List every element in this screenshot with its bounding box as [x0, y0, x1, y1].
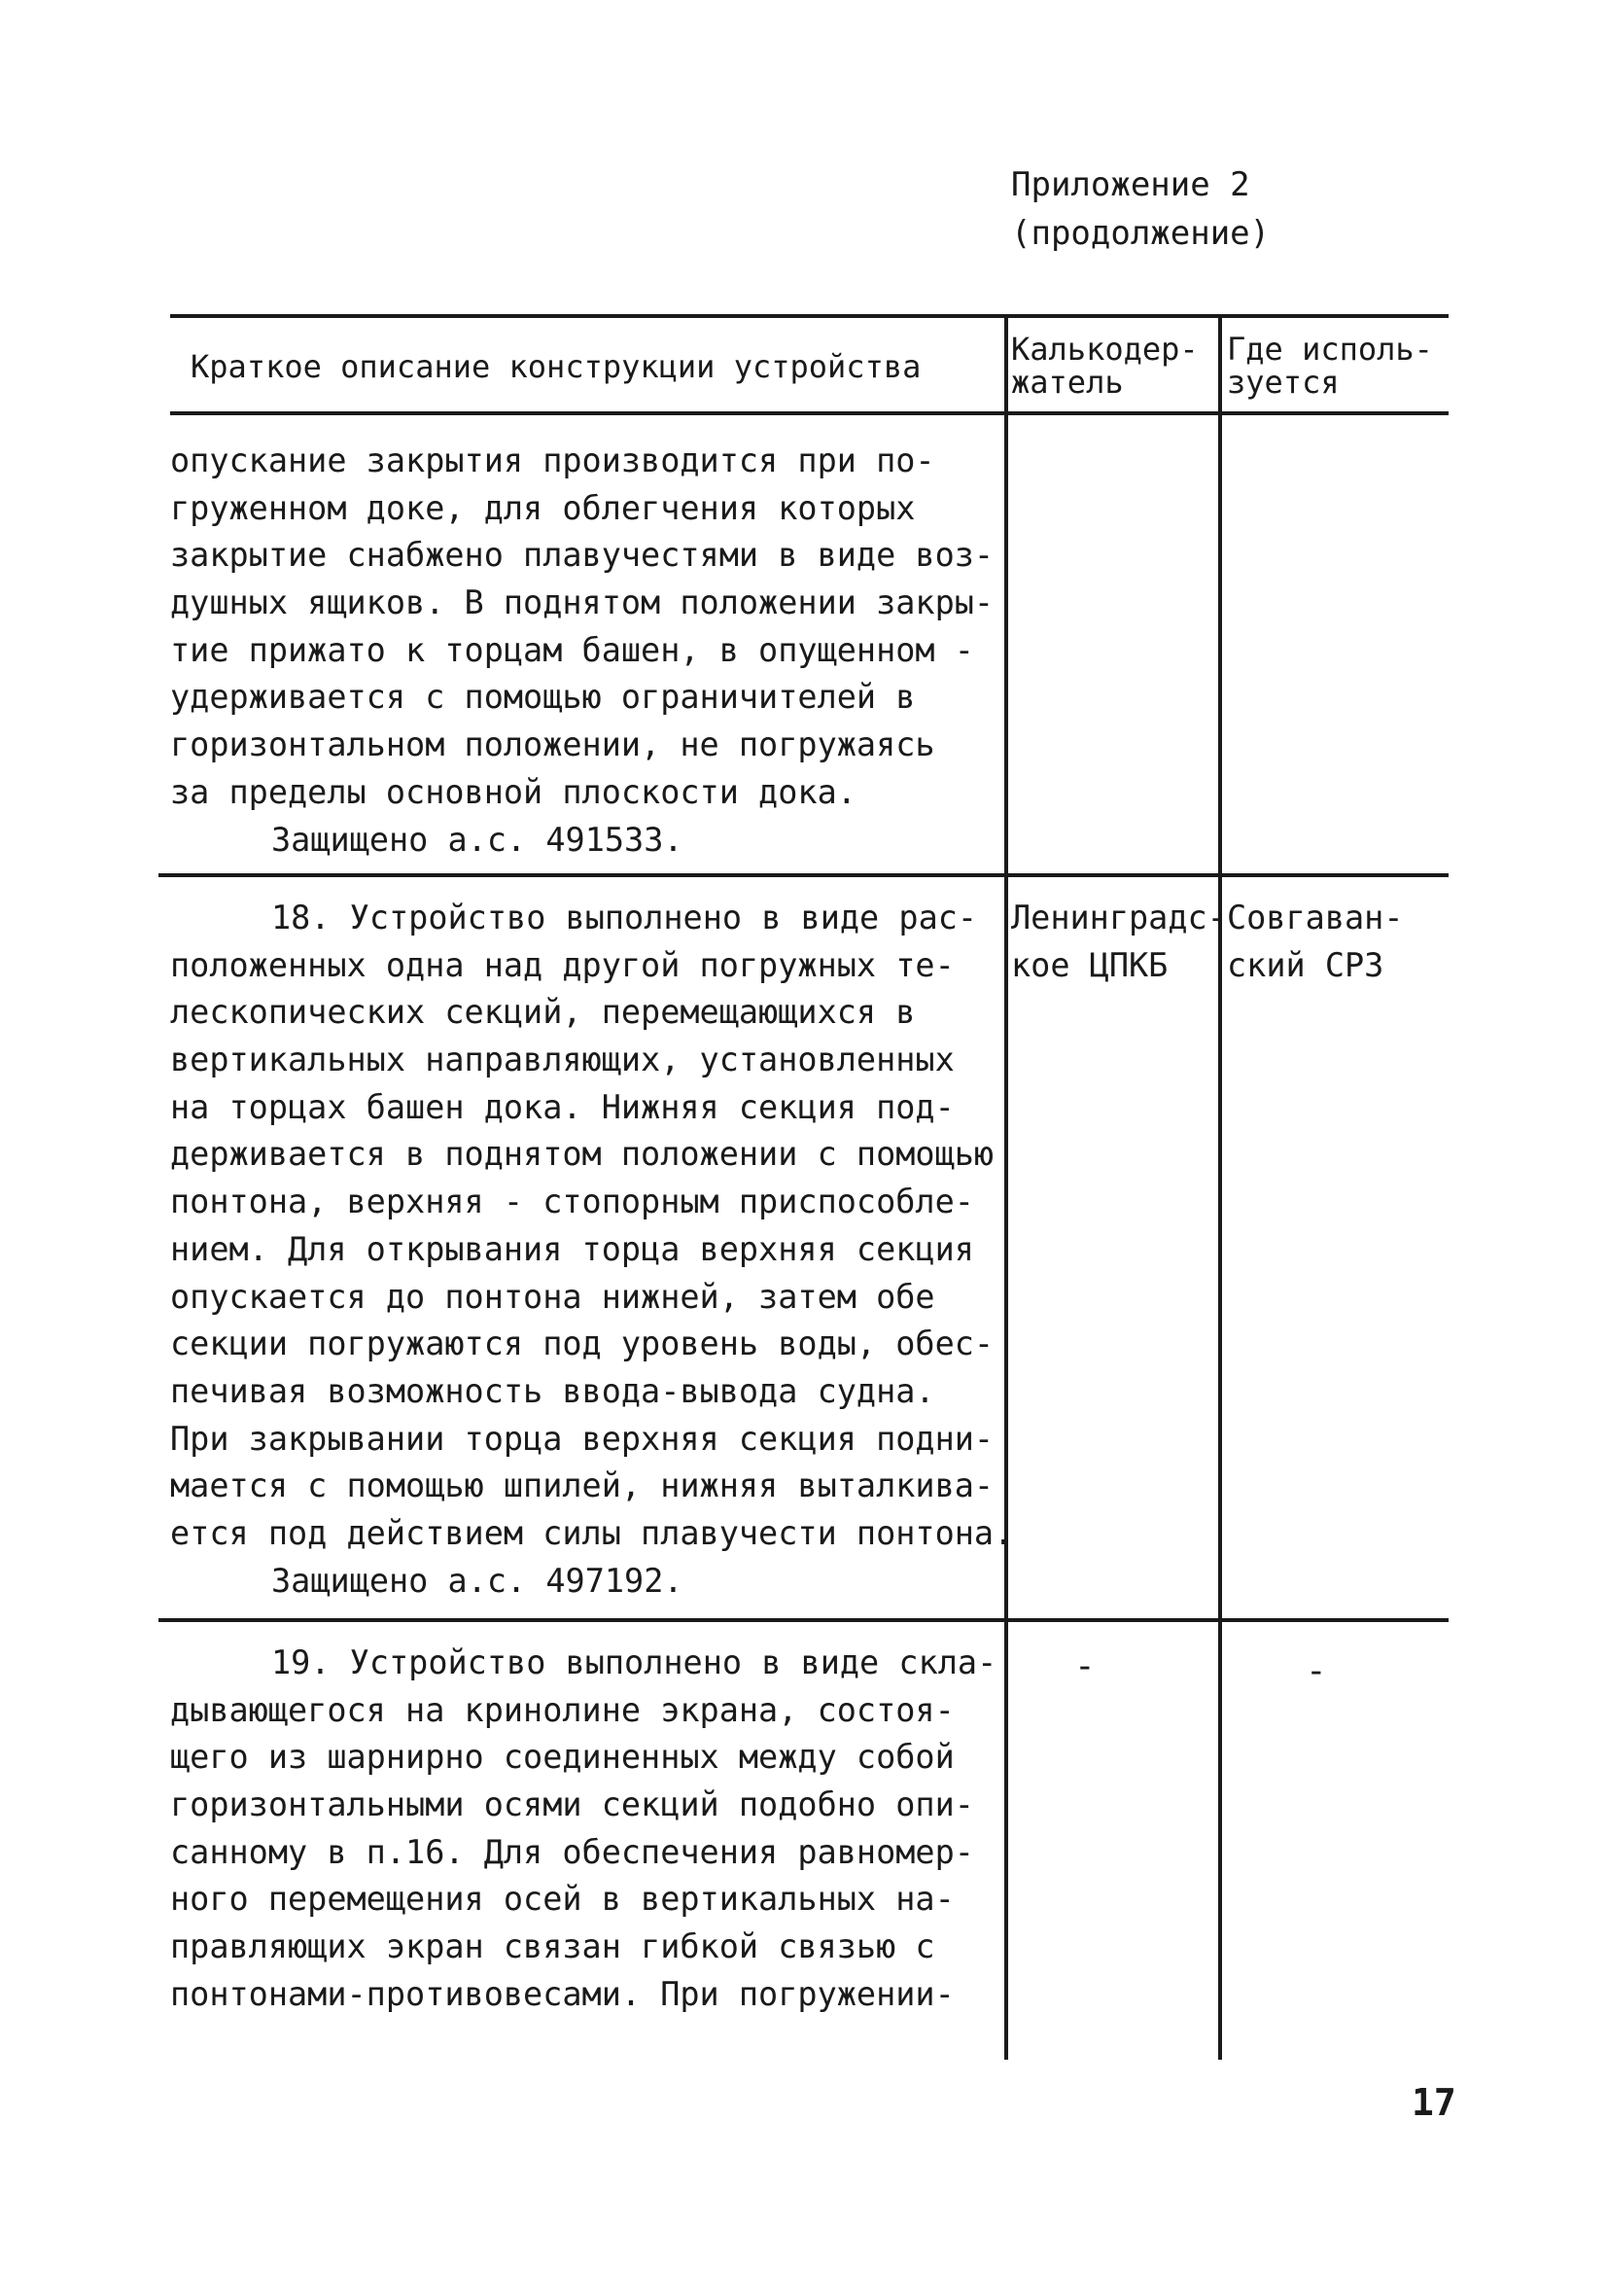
row-2-holder: Ленинградс- кое ЦПКБ: [1011, 899, 1227, 984]
header-holder: Калькодер- жатель: [1011, 331, 1199, 401]
table-row-1-description: [170, 438, 1006, 864]
text-line: вертикальных направляющих, установленных: [170, 1041, 955, 1079]
text-line: за пределы основной плоскости дока.: [170, 772, 856, 811]
row-2-usage: Совгаван- ский СРЗ: [1227, 899, 1404, 984]
appendix-title: Приложение 2: [1011, 165, 1250, 204]
table-row-2-description: [170, 895, 1014, 1605]
row1-bottom-rule: [158, 873, 1449, 877]
appendix-subtitle: (продолжение): [1011, 214, 1271, 253]
text-line: закрытие снабжено плавучестями в виде воз-: [170, 536, 995, 575]
text-line: горизонтальном положении, не погружаясь: [170, 725, 935, 764]
page-number: 17: [1412, 2081, 1456, 2124]
text-line: удерживается с помощью ограничителей в: [170, 678, 916, 717]
text-line: 18. Устройство выполнено в виде рас-: [271, 899, 978, 936]
row-3-holder: -: [1074, 1646, 1096, 1686]
table-top-rule: [170, 314, 1449, 318]
text-line: понтонами-противовесами. При погружении-: [170, 1974, 955, 2013]
column-divider-2: [1218, 314, 1222, 2060]
text-line: опускание закрытия производится при по-: [170, 442, 935, 479]
text-line: мается с помощью шпилей, нижняя выталкива-: [170, 1466, 995, 1505]
text-line: ется под действием силы плавучести понтона.: [170, 1513, 1014, 1552]
header-bottom-rule: [170, 411, 1449, 415]
table-row-3-description: [170, 1640, 1006, 2019]
text-line: санному в п.16. Для обеспечения равномер-: [170, 1832, 974, 1871]
text-line: 19. Устройство выполнено в виде скла-: [271, 1643, 997, 1681]
row2-bottom-rule: [158, 1618, 1449, 1622]
text-line: держивается в поднятом положении с помощью: [170, 1135, 995, 1174]
text-line: нием. Для открывания торца верхняя секция: [170, 1229, 974, 1268]
text-line: понтона, верхняя - стопорным приспособле-: [170, 1183, 974, 1221]
header-usage: Где исполь- зуется: [1227, 331, 1433, 401]
text-line: При закрывании торца верхняя секция подни-: [170, 1419, 995, 1458]
text-line: опускается до понтона нижней, затем обе: [170, 1277, 935, 1316]
text-line: положенных одна над другой погружных те-: [170, 945, 955, 984]
text-line: секции погружаются под уровень воды, обес-: [170, 1325, 995, 1363]
text-line: душных ящиков. В поднятом положении закры-: [170, 583, 995, 622]
protection-note: Защищено а.с. 497192.: [271, 1561, 683, 1600]
text-line: горизонтальными осями секций подобно опи-: [170, 1785, 974, 1824]
protection-note: Защищено а.с. 491533.: [271, 820, 683, 859]
text-line: лескопических секций, перемещающихся в: [170, 993, 916, 1032]
text-line: дывающегося на кринолине экрана, состоя-: [170, 1690, 955, 1729]
text-line: правляющих экран связан гибкой связью с: [170, 1927, 935, 1966]
text-line: щего из шарнирно соединенных между собой: [170, 1738, 955, 1777]
text-line: печивая возможность ввода-вывода судна.: [170, 1371, 935, 1410]
text-line: ного перемещения осей в вертикальных на-: [170, 1880, 955, 1919]
row-3-usage: -: [1306, 1651, 1327, 1691]
appendix-header: [1011, 160, 1270, 258]
header-description: Краткое описание конструкции устройства: [191, 348, 922, 385]
text-line: на торцах башен дока. Нижняя секция под-: [170, 1087, 955, 1126]
text-line: тие прижато к торцам башен, в опущенном -: [170, 630, 974, 669]
text-line: груженном доке, для облегчения которых: [170, 488, 916, 527]
